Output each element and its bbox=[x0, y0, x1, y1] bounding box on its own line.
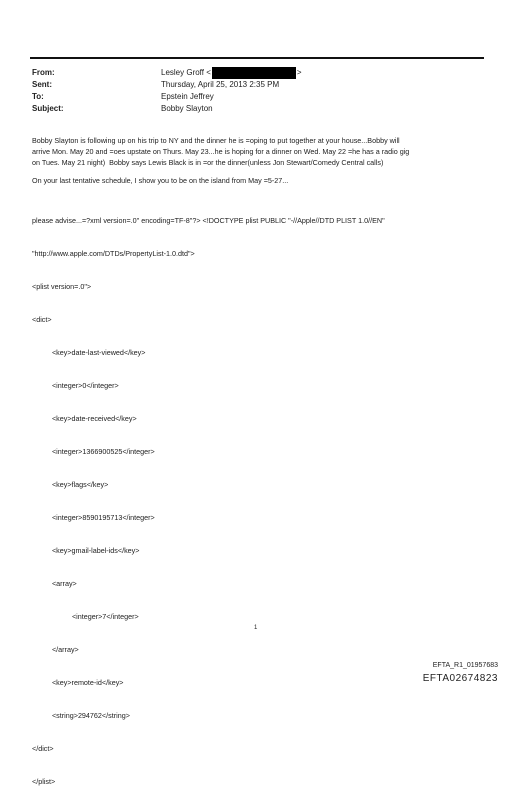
body-line: arrive Mon. May 20 and =oes upstate on Thurs. May 23...he is hoping for a dinner on Wed. May 22 =he has a radio gig bbox=[32, 147, 410, 156]
sent-row bbox=[32, 79, 482, 91]
plist-line: <key>gmail-label-ids</key> bbox=[32, 546, 140, 555]
sent-label: Sent: bbox=[32, 80, 52, 89]
plist-line: <integer>1366900525</integer> bbox=[32, 447, 155, 456]
plist-block bbox=[32, 193, 482, 809]
body-line: on Tues. May 21 night) Bobby says Lewis Black is in =or the dinner(unless Jon Stewart/Comedy Central calls) bbox=[32, 158, 384, 167]
body-line: Bobby Slayton is following up on his trip to NY and the dinner he is =oping to put together at your house...Bobby will bbox=[32, 136, 400, 145]
email-body bbox=[32, 135, 482, 809]
to-label: To: bbox=[32, 92, 44, 101]
plist-line: </plist> bbox=[32, 777, 56, 786]
plist-line: <integer>7</integer> bbox=[32, 612, 139, 621]
subject-value: Bobby Slayton bbox=[161, 104, 213, 113]
from-label: From: bbox=[32, 68, 55, 77]
body-paragraph-2: On your last tentative schedule, I show you to be on the island from May =5-27... bbox=[32, 176, 289, 185]
plist-line: <integer>8590195713</integer> bbox=[32, 513, 155, 522]
plist-line: <string>294762</string> bbox=[32, 711, 130, 720]
header-rule bbox=[30, 57, 484, 59]
page-number: 1 bbox=[254, 625, 258, 631]
from-value-end: > bbox=[296, 68, 302, 77]
plist-line: <integer>0</integer> bbox=[32, 381, 119, 390]
plist-line: <plist version=.0"> bbox=[32, 282, 92, 291]
redaction-box bbox=[212, 67, 296, 79]
plist-line: <key>remote-id</key> bbox=[32, 678, 124, 687]
sent-value: Thursday, April 25, 2013 2:35 PM bbox=[161, 80, 280, 89]
email-header bbox=[32, 67, 482, 115]
bates-number: EFTA02674823 bbox=[422, 673, 498, 684]
plist-line: </dict> bbox=[32, 744, 54, 753]
to-value: Epstein Jeffrey bbox=[161, 92, 214, 101]
plist-line: <key>flags</key> bbox=[32, 480, 109, 489]
plist-line: <array> bbox=[32, 579, 77, 588]
plist-line: <dict> bbox=[32, 315, 52, 324]
from-name: Lesley Groff < bbox=[161, 68, 211, 77]
plist-line: </array> bbox=[32, 645, 79, 654]
subject-row bbox=[32, 103, 482, 115]
plist-line: <key>date-received</key> bbox=[32, 414, 137, 423]
document-id: EFTA_R1_01957683 bbox=[432, 662, 498, 669]
from-row bbox=[32, 67, 482, 79]
subject-label: Subject: bbox=[32, 104, 64, 113]
body-paragraph-1 bbox=[32, 135, 482, 168]
plist-line: please advise...=?xml version=.0" encoding=TF-8"?> <!DOCTYPE plist PUBLIC "-//Apple//DTD PLIST 1.0//EN" bbox=[32, 216, 385, 225]
to-row bbox=[32, 91, 482, 103]
plist-line: <key>date-last-viewed</key> bbox=[32, 348, 146, 357]
from-value bbox=[161, 67, 302, 79]
plist-line: "http://www.apple.com/DTDs/PropertyList-1.0.dtd"> bbox=[32, 249, 195, 258]
